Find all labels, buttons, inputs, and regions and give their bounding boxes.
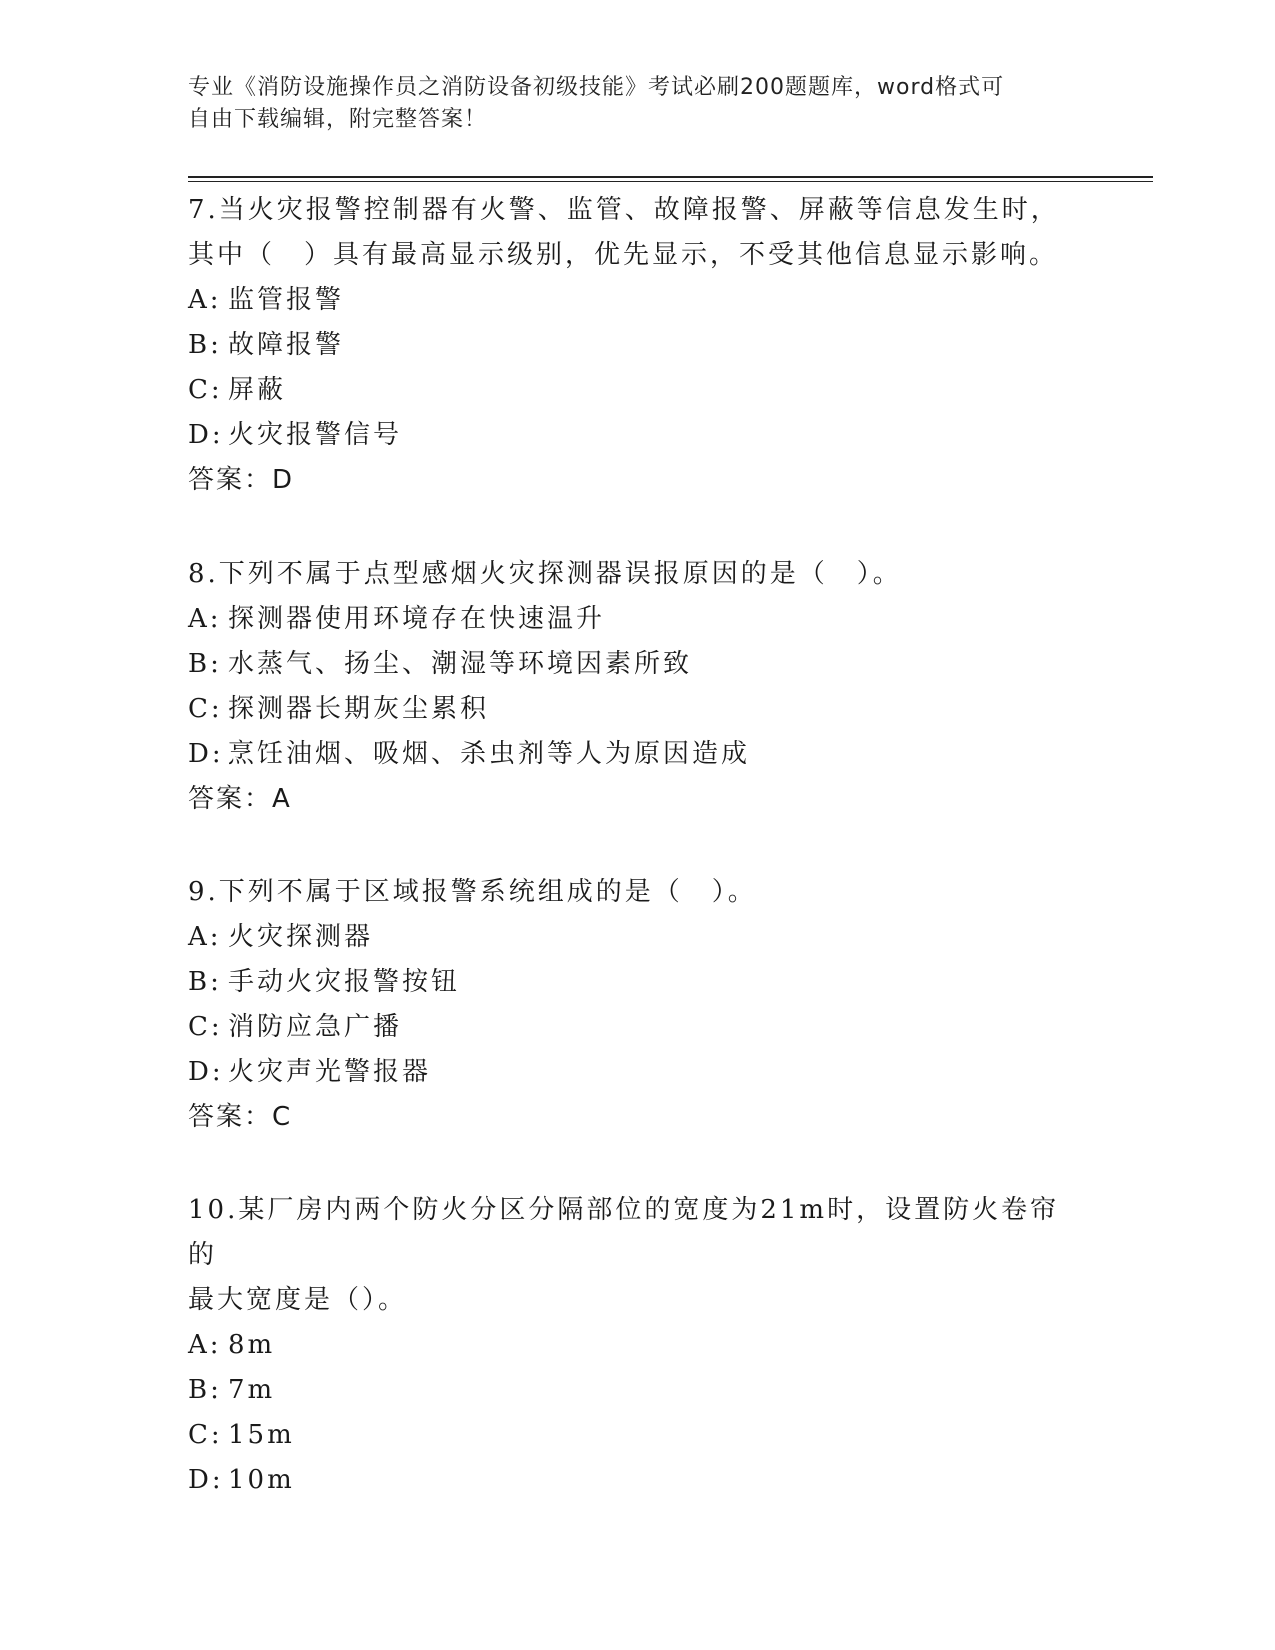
option-letter: A: bbox=[188, 1330, 222, 1360]
option-b bbox=[188, 1368, 1088, 1413]
question-stem bbox=[188, 870, 1088, 915]
option-letter: C: bbox=[188, 1012, 223, 1042]
question-8 bbox=[188, 552, 1088, 822]
option-c bbox=[188, 687, 1088, 732]
header-divider-thick bbox=[188, 176, 1153, 178]
option-text: 探测器长期灰尘累积 bbox=[228, 694, 490, 724]
option-a bbox=[188, 278, 1088, 323]
question-stem bbox=[188, 188, 1088, 278]
question-stem-line-1: 10.某厂房内两个防火分区分隔部位的宽度为21m时，设置防火卷帘的 bbox=[188, 1195, 1060, 1270]
option-text: 10m bbox=[228, 1465, 295, 1495]
question-9 bbox=[188, 870, 1088, 1140]
option-b bbox=[188, 642, 1088, 687]
option-text: 手动火灾报警按钮 bbox=[228, 967, 461, 997]
option-letter: B: bbox=[188, 967, 222, 997]
option-a bbox=[188, 597, 1088, 642]
question-stem bbox=[188, 1188, 1088, 1323]
option-letter: A: bbox=[188, 604, 222, 634]
option-letter: C: bbox=[188, 1420, 223, 1450]
option-letter: C: bbox=[188, 375, 223, 405]
option-letter: C: bbox=[188, 694, 223, 724]
option-b bbox=[188, 960, 1088, 1005]
option-d bbox=[188, 1050, 1088, 1095]
answer-line: 答案：A bbox=[188, 784, 292, 814]
option-letter: D: bbox=[188, 1057, 224, 1087]
option-text: 8m bbox=[228, 1330, 276, 1360]
option-text: 火灾探测器 bbox=[228, 922, 374, 952]
option-letter: A: bbox=[188, 285, 222, 315]
option-d bbox=[188, 1458, 1088, 1503]
option-d bbox=[188, 413, 1088, 458]
option-b bbox=[188, 323, 1088, 368]
question-stem-line-2: 其中（ ）具有最高显示级别，优先显示，不受其他信息显示影响。 bbox=[188, 240, 1059, 270]
header-line-1: 专业《消防设施操作员之消防设备初级技能》考试必刷200题题库，word格式可 bbox=[188, 75, 1005, 100]
option-d bbox=[188, 732, 1088, 777]
question-stem-line-1: 9.下列不属于区域报警系统组成的是（ ）。 bbox=[188, 877, 757, 907]
option-text: 消防应急广播 bbox=[228, 1012, 403, 1042]
question-7 bbox=[188, 188, 1088, 503]
option-c bbox=[188, 368, 1088, 413]
option-text: 故障报警 bbox=[228, 330, 345, 360]
option-letter: B: bbox=[188, 1375, 222, 1405]
option-letter: D: bbox=[188, 420, 224, 450]
option-text: 火灾声光警报器 bbox=[228, 1057, 432, 1087]
option-letter: A: bbox=[188, 922, 222, 952]
option-c bbox=[188, 1413, 1088, 1458]
option-text: 监管报警 bbox=[228, 285, 345, 315]
question-10 bbox=[188, 1188, 1088, 1503]
option-text: 探测器使用环境存在快速温升 bbox=[228, 604, 606, 634]
option-text: 7m bbox=[228, 1375, 276, 1405]
question-stem-line-1: 8.下列不属于点型感烟火灾探测器误报原因的是（ ）。 bbox=[188, 559, 902, 589]
answer-line: 答案：C bbox=[188, 1102, 293, 1132]
option-letter: B: bbox=[188, 330, 222, 360]
answer-line: 答案：D bbox=[188, 465, 295, 495]
option-text: 火灾报警信号 bbox=[228, 420, 403, 450]
question-stem-line-2: 最大宽度是（）。 bbox=[188, 1285, 408, 1315]
header-divider-thin bbox=[188, 181, 1153, 182]
question-stem bbox=[188, 552, 1088, 597]
option-c bbox=[188, 1005, 1088, 1050]
option-a bbox=[188, 1323, 1088, 1368]
option-text: 烹饪油烟、吸烟、杀虫剂等人为原因造成 bbox=[228, 739, 751, 769]
option-letter: D: bbox=[188, 1465, 224, 1495]
header-line-2: 自由下载编辑，附完整答案！ bbox=[188, 107, 488, 132]
document-header bbox=[188, 72, 1068, 136]
option-letter: B: bbox=[188, 649, 222, 679]
option-letter: D: bbox=[188, 739, 224, 769]
option-text: 水蒸气、扬尘、潮湿等环境因素所致 bbox=[228, 649, 693, 679]
question-stem-line-1: 7.当火灾报警控制器有火警、监管、故障报警、屏蔽等信息发生时， bbox=[188, 195, 1060, 225]
option-text: 15m bbox=[228, 1420, 295, 1450]
option-a bbox=[188, 915, 1088, 960]
option-text: 屏蔽 bbox=[228, 375, 287, 405]
